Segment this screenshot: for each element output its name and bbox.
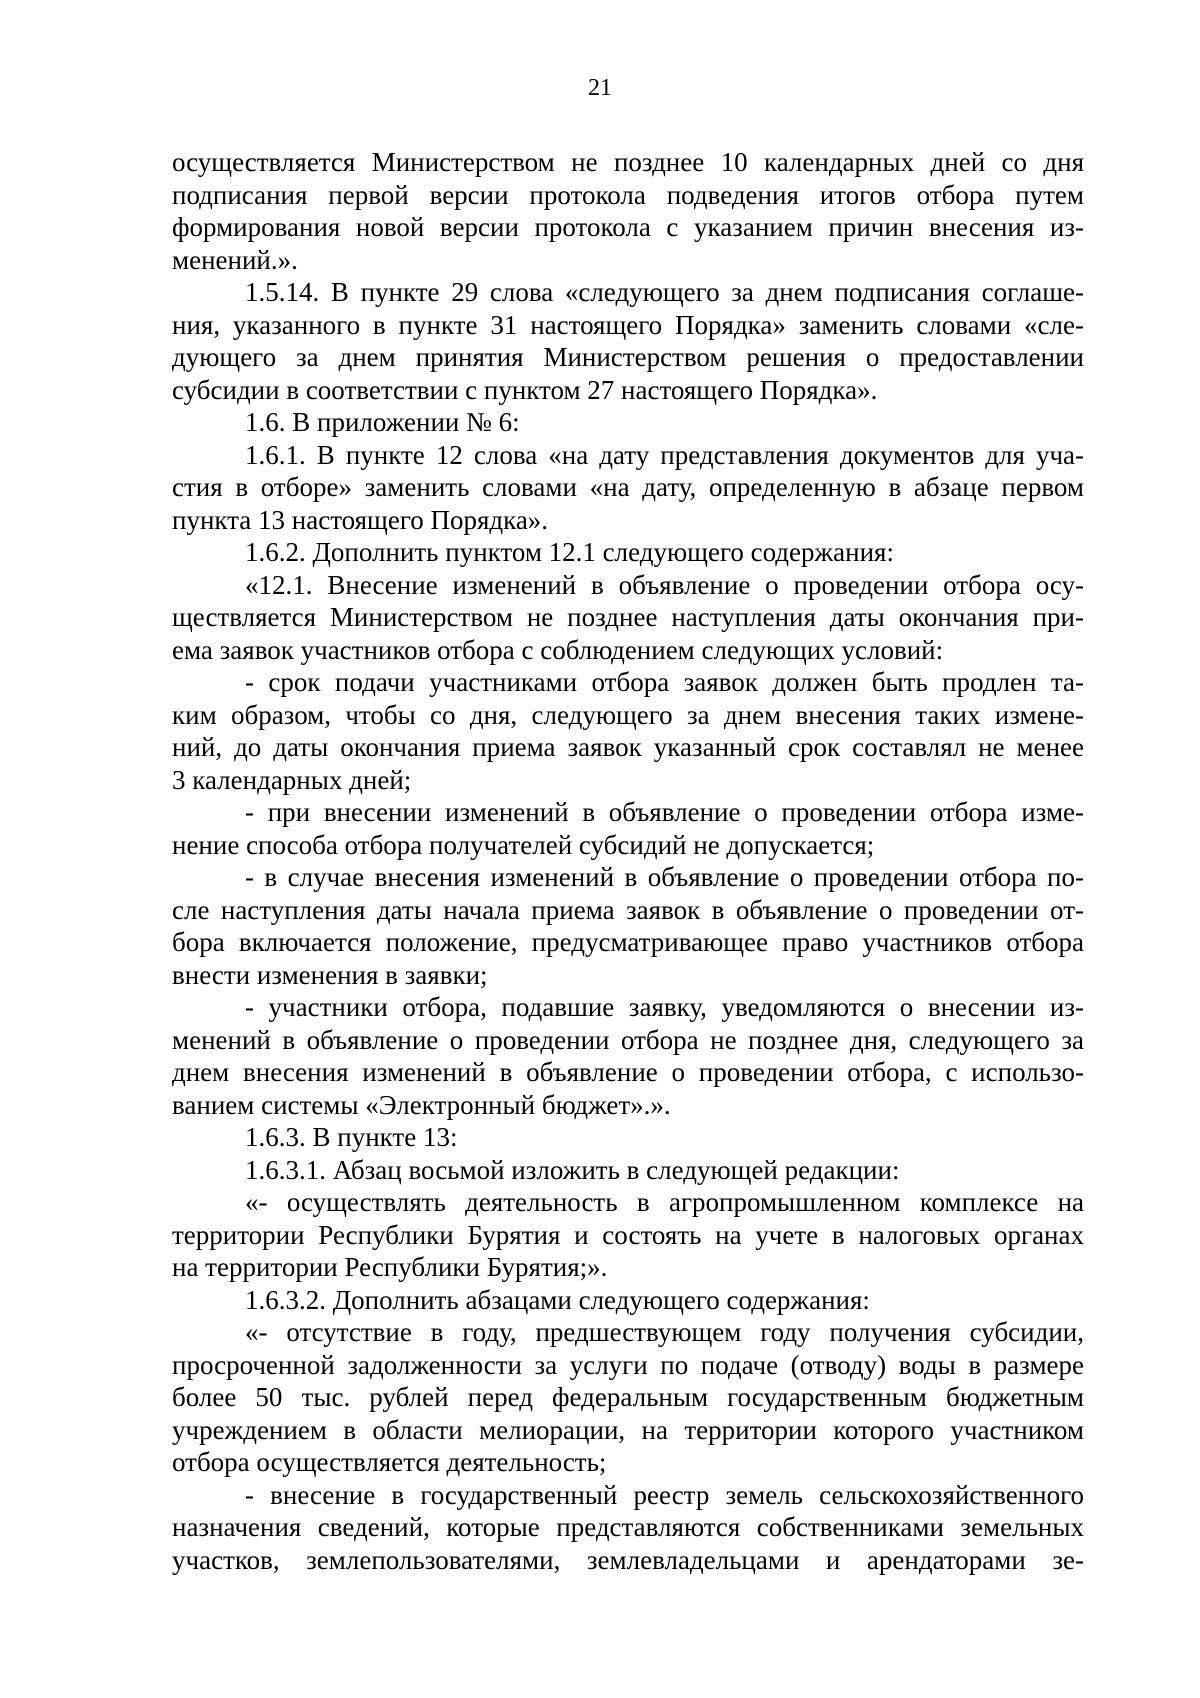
text-line: субсидии в соответствии с пунктом 27 настоящего Порядка». [172, 374, 878, 405]
text-line: 1.5.14. В пункте 29 слова «следующего за днем подписания соглаше- [245, 277, 1084, 307]
text-line: ществляется Министерством не позднее наступления даты окончания при- [172, 602, 1084, 632]
text-line: 3 календарных дней; [172, 764, 412, 795]
text-line: - срок подачи участниками отбора заявок должен быть продлен та- [245, 667, 1084, 697]
text-line: нение способа отбора получателей субсидий не допускается; [172, 829, 875, 860]
text-line: на территории Республики Бурятия;». [172, 1252, 608, 1282]
text-line: ема заявок участников отбора с соблюдением следующих условий: [172, 634, 944, 665]
text-line: днем внесения изменений в объявление о проведении отбора, с использо- [172, 1057, 1084, 1087]
text-line: - участники отбора, подавшие заявку, уведомляются о внесении из- [245, 992, 1084, 1022]
document-body [172, 146, 1084, 1576]
text-line: подписания первой версии протокола подведения итогов отбора путем [172, 179, 1084, 210]
text-line: менений.». [172, 244, 298, 275]
text-line: - при внесении изменений в объявление о проведении отбора изме- [245, 797, 1084, 827]
text-line: осуществляется Министерством не позднее 10 календарных дней со дня [172, 147, 1084, 177]
text-line: 1.6.3. В пункте 13: [245, 1122, 458, 1152]
text-line: ким образом, чтобы со дня, следующего за днем внесения таких измене- [172, 699, 1084, 730]
text-line: дующего за днем принятия Министерством решения о предоставлении [172, 342, 1084, 372]
text-line: пункта 13 настоящего Порядка». [172, 504, 549, 535]
text-line: 1.6.3.1. Абзац восьмой изложить в следующей редакции: [245, 1154, 900, 1185]
page-number: 21 [588, 75, 612, 101]
text-line: просроченной задолженности за услуги по подаче (отводу) воды в размере [172, 1349, 1084, 1380]
text-line: отбора осуществляется деятельность; [172, 1447, 607, 1477]
text-line: формирования новой версии протокола с указанием причин внесения из- [172, 212, 1084, 242]
text-line: «- отсутствие в году, предшествующем году получения субсидии, [245, 1317, 1084, 1347]
text-line: сле наступления даты начала приема заявок в объявление о проведении от- [172, 894, 1084, 925]
text-line: назначения сведений, которые представляются собственниками земельных [172, 1512, 1084, 1542]
text-line: - внесение в государственный реестр земель сельскохозяйственного [245, 1479, 1084, 1510]
text-line: «12.1. Внесение изменений в объявление о проведении отбора осу- [245, 569, 1084, 600]
text-line: внести изменения в заявки; [172, 959, 488, 990]
text-line: менений в объявление о проведении отбора не позднее дня, следующего за [172, 1024, 1084, 1055]
text-line: 1.6.2. Дополнить пунктом 12.1 следующего содержания: [245, 537, 894, 567]
text-line: территории Республики Бурятия и состоять на учете в налоговых органах [172, 1219, 1084, 1250]
text-line: «- осуществлять деятельность в агропромышленном комплексе на [245, 1187, 1084, 1217]
text-line: 1.6.1. В пункте 12 слова «на дату представления документов для уча- [245, 439, 1084, 470]
text-line: ванием системы «Электронный бюджет».». [172, 1089, 671, 1120]
text-line: участков, землепользователями, землевладельцами и арендаторами зе- [172, 1544, 1084, 1575]
text-line: стия в отборе» заменить словами «на дату, определенную в абзаце первом [172, 472, 1084, 502]
text-line: ний, до даты окончания приема заявок указанный срок составлял не менее [172, 732, 1084, 762]
text-line: бора включается положение, предусматривающее право участников отбора [172, 927, 1084, 957]
text-line: ния, указанного в пункте 31 настоящего Порядка» заменить словами «сле- [172, 309, 1084, 340]
text-line: более 50 тыс. рублей перед федеральным государственным бюджетным [172, 1382, 1084, 1412]
text-line: 1.6.3.2. Дополнить абзацами следующего содержания: [245, 1284, 870, 1315]
text-line: 1.6. В приложении № 6: [245, 407, 520, 437]
text-line: - в случае внесения изменений в объявление о проведении отбора по- [245, 862, 1084, 892]
text-line: учреждением в области мелиорации, на территории которого участником [172, 1414, 1084, 1445]
